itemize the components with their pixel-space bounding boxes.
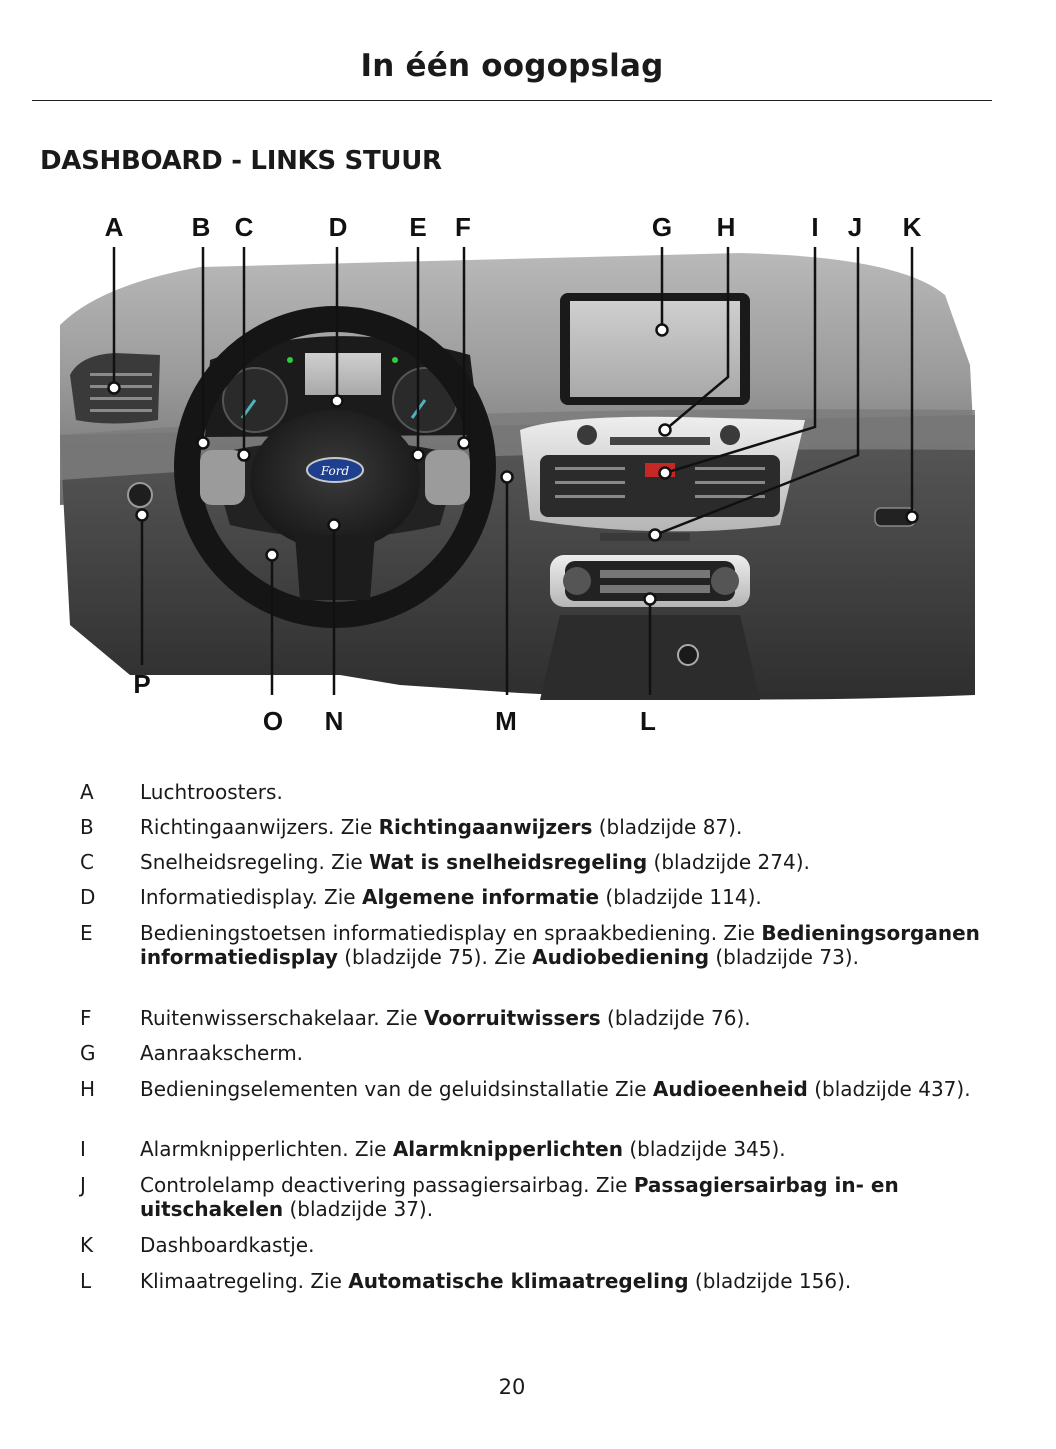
- legend-text: Bedieningselementen van de geluidsinstallatie Zie Audioeenheid (bladzijde 437).: [140, 1077, 971, 1101]
- legend-key: H: [80, 1077, 96, 1101]
- legend-ref[interactable]: Audioeenheid: [652, 1077, 808, 1101]
- legend-key: G: [80, 1041, 96, 1065]
- callout-l: L: [640, 706, 656, 736]
- legend-ref[interactable]: Wat is snelheidsregeling: [369, 850, 648, 874]
- legend-key: J: [80, 1173, 86, 1197]
- legend-key: K: [80, 1233, 94, 1257]
- legend-ref[interactable]: Audiobediening: [532, 945, 710, 969]
- callout-h: H: [716, 212, 736, 242]
- legend-ref[interactable]: Passagiersairbag in- en uitschakelen: [140, 1173, 899, 1221]
- legend-key: E: [80, 921, 93, 945]
- legend-key: B: [80, 815, 94, 839]
- legend-ref[interactable]: Bedieningsorganen informatiedisplay: [140, 921, 980, 969]
- callout-k: K: [902, 212, 922, 242]
- legend-text: Bedieningstoetsen informatiedisplay en spraakbediening. Zie Bedieningsorganen informatiedisplay (bladzijde 75). Zie Audiobediening (bladzijde 73).: [140, 921, 980, 969]
- callout-c: C: [234, 212, 254, 242]
- callout-a: A: [104, 212, 124, 242]
- light-switch: [128, 483, 152, 507]
- callout-i: I: [811, 212, 819, 242]
- callout-n: N: [324, 706, 344, 736]
- callout-e: E: [409, 212, 427, 242]
- callout-d: D: [328, 212, 348, 242]
- legend-text: Richtingaanwijzers. Zie Richtingaanwijzers (bladzijde 87).: [140, 815, 743, 839]
- callout-m: M: [495, 706, 517, 736]
- legend-ref[interactable]: Algemene informatie: [361, 885, 600, 909]
- legend-ref[interactable]: Voorruitwissers: [423, 1006, 601, 1030]
- legend-text: Aanraakscherm.: [140, 1041, 304, 1065]
- dashboard-svg: [40, 205, 990, 750]
- legend-key: A: [80, 780, 94, 804]
- legend-text: Ruitenwisserschakelaar. Zie Voorruitwissers (bladzijde 76).: [140, 1006, 751, 1030]
- legend-key: L: [80, 1269, 92, 1293]
- callout-b: B: [191, 212, 211, 242]
- callout-o: O: [262, 706, 284, 736]
- legend-text: Luchtroosters.: [140, 780, 283, 804]
- callout-p: P: [133, 669, 151, 699]
- page-title: In één oogopslag: [360, 48, 664, 84]
- legend-text: Controlelamp deactivering passagiersairbag. Zie Passagiersairbag in- en uitschakelen (bladzijde 37).: [140, 1173, 899, 1221]
- legend-ref[interactable]: Alarmknipperlichten: [392, 1137, 623, 1161]
- ford-logo: Ford: [320, 464, 350, 478]
- legend-text: Snelheidsregeling. Zie Wat is snelheidsregeling (bladzijde 274).: [140, 850, 810, 874]
- legend-ref[interactable]: Richtingaanwijzers: [378, 815, 593, 839]
- page-number: 20: [498, 1375, 526, 1399]
- callout-j: J: [847, 212, 863, 242]
- callout-g: G: [651, 212, 673, 242]
- legend-key: D: [80, 885, 96, 909]
- touchscreen: [560, 293, 750, 405]
- section-title: DASHBOARD - LINKS STUUR: [40, 146, 442, 176]
- console-button: [678, 645, 698, 665]
- legend-text: Informatiedisplay. Zie Algemene informatie (bladzijde 114).: [140, 885, 762, 909]
- legend-key: C: [80, 850, 94, 874]
- legend-text: Alarmknipperlichten. Zie Alarmknipperlichten (bladzijde 345).: [140, 1137, 786, 1161]
- dashboard-illustration: [40, 205, 990, 750]
- legend-ref[interactable]: Automatische klimaatregeling: [348, 1269, 689, 1293]
- legend-key: F: [80, 1006, 92, 1030]
- legend-text: Klimaatregeling. Zie Automatische klimaatregeling (bladzijde 156).: [140, 1269, 852, 1293]
- legend-key: I: [80, 1137, 86, 1161]
- callout-f: F: [455, 212, 471, 242]
- legend-text: Dashboardkastje.: [140, 1233, 315, 1257]
- header-divider: [32, 100, 992, 101]
